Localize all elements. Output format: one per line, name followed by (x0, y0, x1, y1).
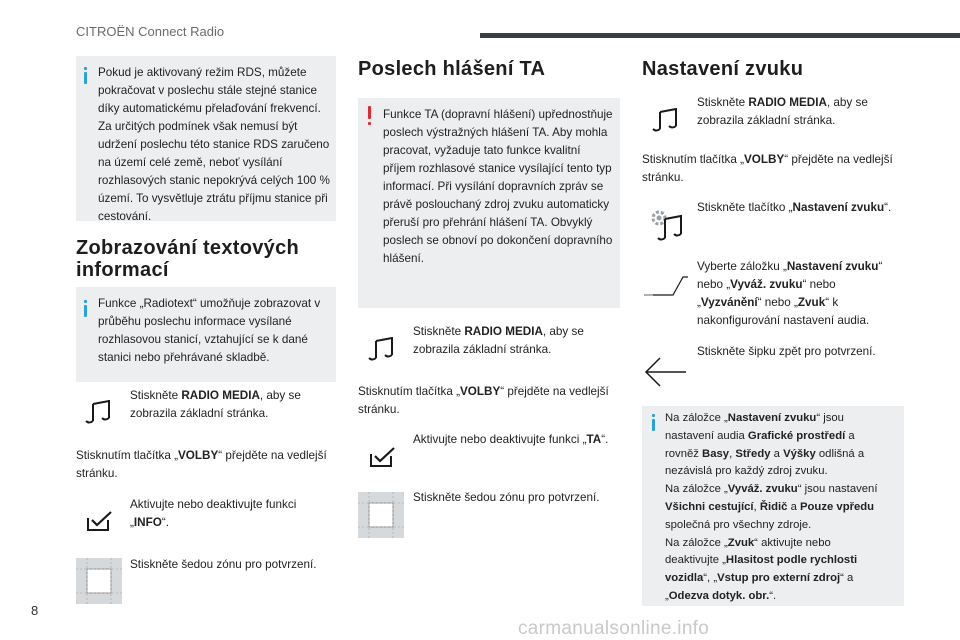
info-note-text: Pokud je aktivovaný režim RDS, můžete pokračovat v poslechu stále stejné stanice díky automatickému přelaďování frekvencí. Za určitých podmínek však nemusí být udržení poslechu této stanice RDS zaručeno na území celé země, neboť vysílání rozhlasových stanic nepokrývá celých 100 % území. To vysvětluje ztrátu příjmu stanice při cestování. (98, 66, 330, 223)
info-note-rds (76, 56, 336, 221)
info-note-text: Na záložce „Nastavení zvuku“ jsou nastavení audia Grafické prostředí a rovněž Basy, Středy a Výšky odlišná a nezávislá pro každý zdroj zvuku. Na záložce „Vyváž. zvuku“ jsou nastavení Všichni cestující, Řidič a Pouze vpředu společná pro všechny zdroje. Na záložce „Zvuk“ aktivujte nebo deaktivujte „Hlasitost podle rychlosti vozidla“, „Vstup pro externí zdroj“ a „Odezva dotyk. obr.“. (665, 412, 878, 602)
heading-ta: Poslech hlášení TA (358, 58, 546, 80)
info-icon (84, 72, 87, 84)
step-radio-media: Stiskněte RADIO MEDIA, aby se zobrazila základní stránka. (130, 389, 301, 420)
page-number: 8 (31, 603, 39, 618)
step-options: Stisknutím tlačítka „VOLBY“ přejděte na vedlejší stránku. (642, 153, 893, 184)
step-radio-media: Stiskněte RADIO MEDIA, aby se zobrazila základní stránka. (697, 96, 868, 127)
music-note-icon (367, 337, 395, 363)
music-note-icon (84, 400, 112, 426)
watermark: carmanualsonline.info (518, 618, 710, 639)
checkbox-checked-icon (369, 446, 397, 468)
grey-zone-icon (76, 558, 122, 604)
heading-text-info: Zobrazování textových informací (76, 237, 300, 281)
checkbox-checked-icon (86, 510, 114, 532)
step-grey-zone: Stiskněte šedou zónu pro potvrzení. (413, 491, 600, 504)
info-icon (652, 419, 655, 431)
header-bar (480, 33, 960, 38)
step-options: Stisknutím tlačítka „VOLBY“ přejděte na vedlejší stránku. (358, 385, 609, 416)
step-select-tab: Vyberte záložku „Nastavení zvuku“ nebo „Vyváž. zvuku“ nebo „Vyzvánění“ nebo „Zvuk“ k nakonfigurování nastavení audia. (697, 260, 883, 327)
info-note-text: Funkce „Radiotext“ umožňuje zobrazovat v průběhu poslechu informace vysílané rozhlasovou stanicí, vztahující se k dané stanici nebo přehrávané skladbě. (98, 297, 321, 364)
step-toggle-info: Aktivujte nebo deaktivujte funkci „INFO“. (130, 498, 297, 529)
back-arrow-icon (644, 356, 688, 388)
step-sound-settings: Stiskněte tlačítko „Nastavení zvuku“. (697, 201, 892, 214)
step-back-arrow: Stiskněte šipku zpět pro potvrzení. (697, 345, 876, 358)
step-grey-zone: Stiskněte šedou zónu pro potvrzení. (130, 558, 317, 571)
step-options: Stisknutím tlačítka „VOLBY“ přejděte na vedlejší stránku. (76, 449, 327, 480)
grey-zone-icon (358, 492, 404, 538)
manual-header-title: CITROËN Connect Radio (76, 24, 225, 39)
warning-note-text: Funkce TA (dopravní hlášení) upřednostňuje poslech výstražných hlášení TA. Aby mohla pracovat, vyžaduje tato funkce kvalitní příjem rozhlasové stanice vysílající tento typ informací. Při vysílání dopravních zpráv se právě poslouchaný zdroj zvuku automaticky přeruší pro přehrání hlášení TA. Obvyklý poslech se obnoví po dokončení dopravního hlášení. (383, 108, 613, 265)
music-note-icon (651, 108, 679, 134)
step-toggle-ta: Aktivujte nebo deaktivujte funkci „TA“. (413, 433, 609, 446)
gear-music-icon (648, 207, 684, 243)
step-radio-media: Stiskněte RADIO MEDIA, aby se zobrazila základní stránka. (413, 325, 584, 356)
info-note-sound (642, 406, 904, 606)
info-icon (84, 305, 87, 317)
heading-sound-settings: Nastavení zvuku (642, 58, 804, 80)
warning-icon (368, 106, 371, 119)
tab-icon (643, 275, 689, 297)
warning-note-ta (358, 98, 620, 308)
info-note-radiotext (76, 287, 336, 382)
